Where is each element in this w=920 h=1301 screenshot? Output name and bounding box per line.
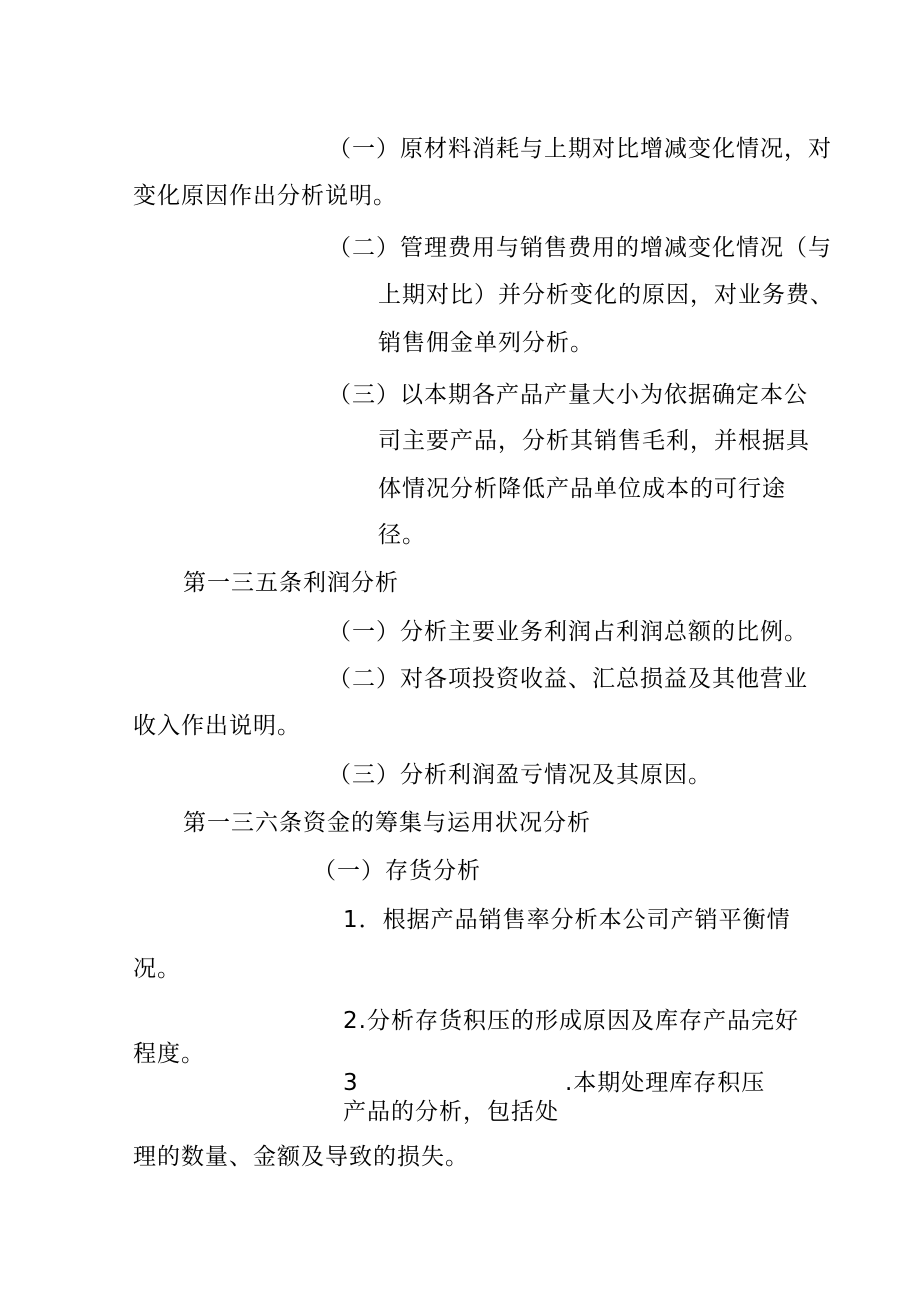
text-line: .本期处理库存积压	[565, 1070, 766, 1096]
text-line: （一）原材料消耗与上期对比增减变化情况，对	[328, 136, 832, 162]
text-line: 上期对比）并分析变化的原因，对业务费、	[378, 282, 834, 308]
text-line: 理的数量、金额及导致的损失。	[133, 1144, 469, 1170]
text-line: 收入作出说明。	[133, 713, 301, 739]
text-line: （一）存货分析	[313, 858, 481, 884]
text-line: 2.分析存货积压的形成原因及库存产品完好	[343, 1008, 799, 1034]
text-line: （一）分析主要业务利润占利润总额的比例。	[328, 619, 808, 645]
text-line: 况。	[133, 956, 181, 982]
section-heading: 第一三五条利润分析	[183, 570, 399, 596]
text-line: 程度。	[133, 1041, 205, 1067]
text-line: 变化原因作出分析说明。	[133, 183, 397, 209]
section-heading: 第一三六条资金的筹集与运用状况分析	[183, 810, 591, 836]
text-line: 销售佣金单列分析。	[378, 330, 594, 356]
text-line: 1．根据产品销售率分析本公司产销平衡情	[343, 907, 791, 933]
text-line: （三）分析利润盈亏情况及其原因。	[328, 762, 712, 788]
text-line: 体情况分析降低产品单位成本的可行途	[378, 476, 786, 502]
text-line: （三）以本期各产品产量大小为依据确定本公	[328, 382, 808, 408]
text-line: （二）对各项投资收益、汇总损益及其他营业	[328, 666, 808, 692]
text-line: （二）管理费用与销售费用的增减变化情况（与	[328, 235, 832, 261]
text-line: 产品的分析，包括处	[343, 1099, 559, 1125]
list-number: 3	[343, 1070, 359, 1096]
text-line: 径。	[378, 522, 426, 548]
text-line: 司主要产品，分析其销售毛利，并根据具	[378, 428, 810, 454]
